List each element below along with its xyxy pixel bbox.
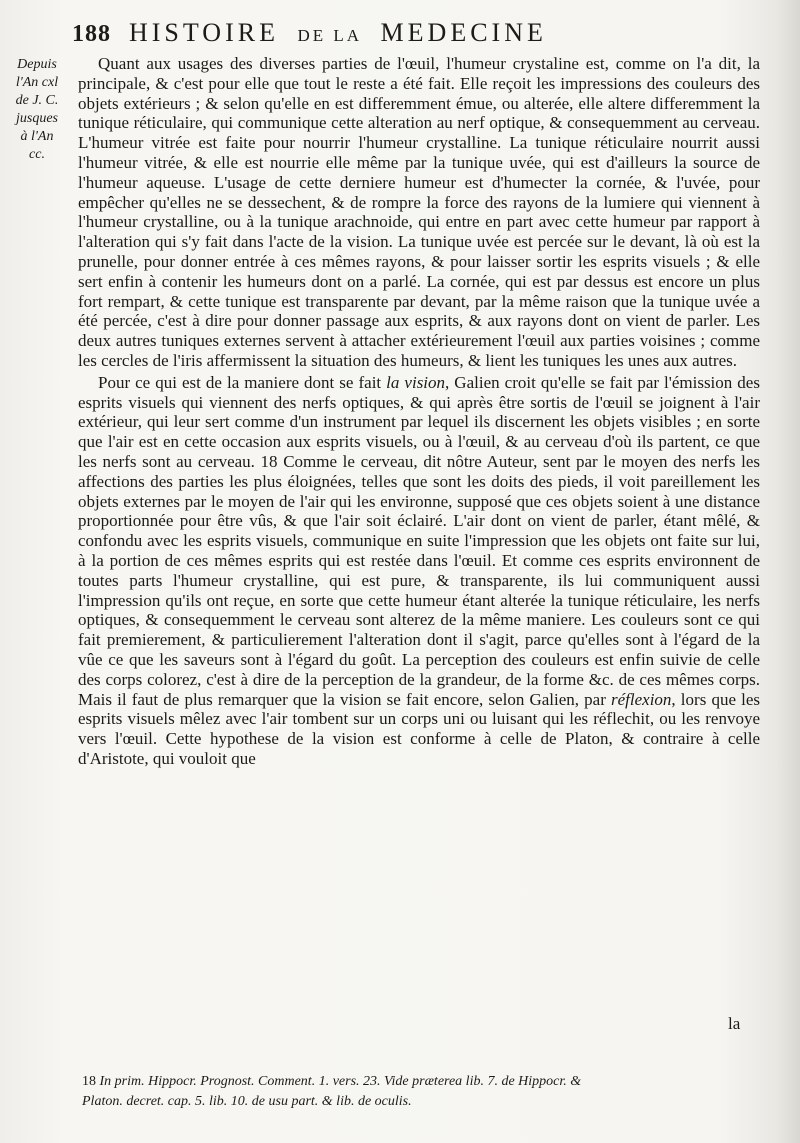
margin-note-line: cc. — [29, 147, 45, 162]
paragraph-vision-text: Pour ce qui est de la maniere dont se fait — [98, 372, 387, 392]
margin-note-line: Depuis — [17, 57, 57, 72]
italic-term: la vision — [386, 372, 446, 392]
margin-note-line: jusques — [16, 111, 58, 126]
running-head-part1: HISTOIRE — [129, 18, 279, 47]
footnote — [82, 1072, 762, 1112]
italic-term: réflexion — [611, 689, 672, 709]
running-head-part2: DE LA — [297, 26, 363, 45]
paragraph-vision — [78, 373, 760, 769]
page-header — [72, 18, 762, 52]
paragraph-usages: Quant aux usages des diverses parties de l'œuil, l'humeur crystaline est, comme on l'a dit, la principale, & c'est pour elle que tout le reste a été fait. Elle reçoit les impressions des couleurs des objets extérieurs ; & selon qu'elle en est differemment émue, ou alterée, elle altere differemment la tunique réticulaire, qui communique cette alteration au nerf optique, & consequemment au cerveau. L'humeur vitrée est faite pour nourrir l'humeur crystalline. La tunique réticulaire nourrit aussi l'humeur vitrée, & elle est nourrie elle même par la tunique uvée, qui est d'ailleurs la source de l'humeur aqueuse. L'usage de cette derniere humeur est d'humecter la cornée, & l'uvée, pour empêcher qu'elles ne se dessechent, & de rompre la force des rayons de la lumiere qui viennent à l'humeur crystalline, ou à la tunique arachnoide, qui entre en part avec cette humeur par rapport à l'alteration qui s'y fait dans l'acte de la vision. La tunique uvée est percée sur le devant, là où est la prunelle, pour donner entrée à ces mêmes rayons, & pour laisser sortir les esprits visuels ; & elle sert enfin à contenir les humeurs dont on a parlé. La cornée, qui est par dessus est encore un plus fort rempart, & cette tunique est transparente par devant, par la même raison que la tunique uvée a été percée, c'est à dire pour donner passage aux esprits, & aux rayons dont on vient de parler. Les deux autres tuniques externes servent à attacher extérieurement l'œuil aux parties voisines ; comme les cercles de l'iris affermissent la situation des humeurs, & lient les tuniques les unes aux autres. — [78, 54, 760, 370]
paragraph-vision-text: , lors que les esprits visuels mêlez avec l'air tombent sur un corps uni ou luisant qui les réflechit, ou les renvoye vers l'œuil. Cette hypothese de la vision est conforme à celle de Platon, & contraire à celle d'Aristote, qui vouloit que — [78, 689, 760, 768]
footnote-line — [82, 1092, 762, 1112]
margin-note-line: à l'An — [20, 129, 54, 144]
body-text — [78, 54, 760, 769]
footnote-number: 18 — [82, 1074, 96, 1089]
running-head-part3: MEDECINE — [380, 18, 547, 47]
footnote-line — [82, 1072, 762, 1092]
footnote-text: Platon. decret. cap. 5. lib. 10. de usu part. & lib. de oculis. — [82, 1094, 412, 1109]
margin-note-line: de J. C. — [15, 93, 59, 108]
margin-note-line: l'An cxl — [15, 75, 59, 90]
paragraph-vision-text: , Galien croit qu'elle se fait par l'émission des esprits visuels qui viennent des nerfs optiques, & qui après être sortis de l'œuil se joignent à l'air extérieur, qui leur sert comme d'un instrument par lequel ils discernent les objets visibles ; en sorte que l'air est en cette occasion aux esprits visuels, ou à l'œuil, & au cerveau d'où ils partent, ce que les nerfs sont au cerveau. 18 Comme le cerveau, dit nôtre Auteur, sent par le moyen des nerfs les affections des parties les plus éloignées, telles que sont les doits des pieds, il voit pareillement les objets externes par le moyen de l'air qui les environne, supposé que ces objets soient à une distance proportionnée pour être vûs, & que l'air soit éclairé. L'air dont on vient de parler, étant mêlé, & confondu avec les esprits visuels, communique en suite l'impression que les objets ont faite sur lui, à la portion de ces mêmes esprits qui est restée dans l'œuil. Et comme ces esprits environnent de toutes parts l'humeur crystalline, qui est pure, & transparente, ils lui communiquent aussi l'impression qu'ils ont reçue, en sorte que cette humeur étant alterée la tunique réticulaire, les nerfs optiques, & consequemment le cerveau sont alterez de la même maniere. Les couleurs sont ce qui fait premierement, & particulierement l'alteration dont il s'agit, parce qu'elles sont à l'égard de la vûe ce que les saveurs sont à l'égard du goût. La perception des couleurs est enfin suivie de celle des corps colorez, c'est à dire de la perception de la grandeur, de la forme &c. de ces mêmes corps. Mais il faut de plus remarquer que la vision se fait encore, selon Galien, par — [78, 372, 760, 709]
running-head — [129, 18, 547, 48]
margin-note — [4, 56, 70, 164]
page-number: 188 — [72, 21, 111, 47]
footnote-text: In prim. Hippocr. Prognost. Comment. 1. vers. 23. Vide præterea lib. 7. de Hippocr. & — [99, 1074, 582, 1089]
catchword: la — [728, 1014, 741, 1033]
